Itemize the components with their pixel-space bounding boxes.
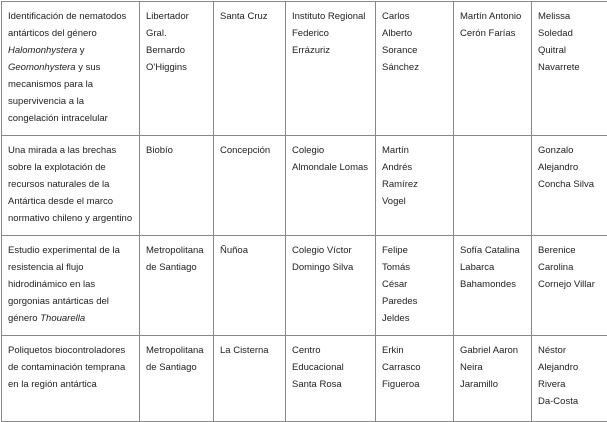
school-line: Instituto Regional [292, 8, 369, 25]
student-2-line: Da-Costa [538, 393, 605, 410]
project-title-line [8, 142, 133, 159]
genus-name: Geomonhystera [8, 62, 76, 73]
genus-name: Halomonhystera [8, 45, 77, 56]
student-2-line: Concha Silva [538, 176, 605, 193]
project-title-line [8, 210, 133, 227]
project-title-line [8, 159, 133, 176]
student-1-cell [454, 336, 532, 422]
commune-line: Ñuñoa [220, 242, 279, 259]
title-text: Poliquetos biocontroladores [8, 345, 125, 356]
project-title-line [8, 25, 133, 42]
project-title-line [8, 8, 133, 25]
student-2-line: Melissa [538, 8, 605, 25]
project-title-line [8, 276, 133, 293]
student-2-line: Rivera [538, 376, 605, 393]
title-text: congelación intracelular [8, 113, 108, 124]
teacher-line: Ramírez [382, 176, 447, 193]
student-2-line: Cornejo Villar [538, 276, 605, 293]
title-text: género [8, 313, 40, 324]
school-line: Federico [292, 25, 369, 42]
teacher-cell [376, 336, 454, 422]
table-body [2, 2, 607, 422]
title-text: de contaminación temprana [8, 362, 125, 373]
student-1-line: Jaramillo [460, 376, 525, 393]
table-row [2, 136, 607, 236]
project-title-line [8, 42, 133, 59]
region-line: Gral. [146, 25, 207, 42]
student-2-line: Alejandro [538, 359, 605, 376]
student-2-line: Gonzalo [538, 142, 605, 159]
genus-name: Thouarella [40, 313, 85, 324]
teacher-line: Sorance [382, 42, 447, 59]
title-text: Una mirada a las brechas [8, 145, 116, 156]
school-cell [286, 2, 376, 136]
region-cell [140, 2, 214, 136]
teacher-line: Andrés [382, 159, 447, 176]
teacher-cell [376, 2, 454, 136]
title-text: antárticos del género [8, 28, 97, 39]
project-title-line [8, 259, 133, 276]
title-text: Identificación de nematodos [8, 11, 126, 22]
student-1-line: Martín Antonio [460, 8, 525, 25]
teacher-line: Carlos [382, 8, 447, 25]
project-title-line [8, 342, 133, 359]
project-title-line [8, 193, 133, 210]
teacher-line: Vogel [382, 193, 447, 210]
region-line: Bernardo [146, 42, 207, 59]
school-cell [286, 136, 376, 236]
region-line: de Santiago [146, 359, 207, 376]
student-2-line: Soledad [538, 25, 605, 42]
student-1-line: Bahamondes [460, 276, 525, 293]
commune-line: La Cisterna [220, 342, 279, 359]
school-line: Errázuriz [292, 42, 369, 59]
teacher-line: Figueroa [382, 376, 447, 393]
projects-table [1, 1, 607, 422]
region-line: de Santiago [146, 259, 207, 276]
school-line: Domingo Silva [292, 259, 369, 276]
table-row [2, 336, 607, 422]
student-2-cell [532, 136, 607, 236]
student-2-line: Berenice [538, 242, 605, 259]
region-line: Libertador [146, 8, 207, 25]
project-title-cell [2, 136, 140, 236]
school-line: Almondale Lomas [292, 159, 369, 176]
title-text: recursos naturales de la [8, 179, 109, 190]
teacher-line: Erkin [382, 342, 447, 359]
project-title-cell [2, 2, 140, 136]
student-1-cell [454, 136, 532, 236]
project-title-line [8, 59, 133, 76]
school-line: Centro [292, 342, 369, 359]
student-2-line: Alejandro [538, 159, 605, 176]
student-2-line: Quitral [538, 42, 605, 59]
title-text: sobre la explotación de [8, 162, 106, 173]
teacher-cell [376, 236, 454, 336]
student-2-line: Néstor [538, 342, 605, 359]
title-text: en la región antártica [8, 379, 97, 390]
project-title-line [8, 242, 133, 259]
teacher-line: Alberto [382, 25, 447, 42]
title-text: y sus [76, 62, 101, 73]
student-2-cell [532, 236, 607, 336]
teacher-line: Sánchez [382, 59, 447, 76]
school-line: Educacional [292, 359, 369, 376]
student-2-cell [532, 336, 607, 422]
student-1-cell [454, 236, 532, 336]
student-1-line: Gabriel Aaron [460, 342, 525, 359]
region-cell [140, 236, 214, 336]
teacher-line: Felipe [382, 242, 447, 259]
student-2-line: Carolina [538, 259, 605, 276]
commune-cell [214, 336, 286, 422]
commune-line: Concepción [220, 142, 279, 159]
project-title-cell [2, 336, 140, 422]
project-title-line [8, 359, 133, 376]
school-cell [286, 236, 376, 336]
teacher-line: Martín [382, 142, 447, 159]
title-text: Estudio experimental de la [8, 245, 120, 256]
region-line: Metropolitana [146, 242, 207, 259]
title-text: supervivencia a la [8, 96, 84, 107]
student-1-line: Neira [460, 359, 525, 376]
title-text: hidrodinámico en las [8, 279, 95, 290]
project-title-line [8, 76, 133, 93]
title-text: mecanismos para la [8, 79, 93, 90]
region-line: O'Higgins [146, 59, 207, 76]
school-line: Colegio [292, 142, 369, 159]
teacher-line: Tomás [382, 259, 447, 276]
project-title-line [8, 310, 133, 327]
title-text: y [77, 45, 84, 56]
student-1-cell [454, 2, 532, 136]
project-title-line [8, 93, 133, 110]
title-text: Antártica desde el marco [8, 196, 113, 207]
school-line: Santa Rosa [292, 376, 369, 393]
student-1-line: Labarca [460, 259, 525, 276]
school-cell [286, 336, 376, 422]
title-text: normativo chileno y argentino [8, 213, 132, 224]
region-line: Biobío [146, 142, 207, 159]
commune-cell [214, 2, 286, 136]
commune-cell [214, 136, 286, 236]
commune-cell [214, 236, 286, 336]
project-title-line [8, 376, 133, 393]
project-title-line [8, 110, 133, 127]
student-2-cell [532, 2, 607, 136]
table-row [2, 236, 607, 336]
student-1-line: Sofía Catalina [460, 242, 525, 259]
title-text: resistencia al flujo [8, 262, 84, 273]
project-title-line [8, 293, 133, 310]
teacher-line: Jeldes [382, 310, 447, 327]
teacher-line: César [382, 276, 447, 293]
student-2-line: Navarrete [538, 59, 605, 76]
region-cell [140, 136, 214, 236]
commune-line: Santa Cruz [220, 8, 279, 25]
teacher-line: Carrasco [382, 359, 447, 376]
student-1-line: Cerón Farías [460, 25, 525, 42]
table-row [2, 2, 607, 136]
region-cell [140, 336, 214, 422]
school-line: Colegio Víctor [292, 242, 369, 259]
teacher-line: Paredes [382, 293, 447, 310]
title-text: gorgonias antárticas del [8, 296, 109, 307]
project-title-line [8, 176, 133, 193]
region-line: Metropolitana [146, 342, 207, 359]
teacher-cell [376, 136, 454, 236]
project-title-cell [2, 236, 140, 336]
